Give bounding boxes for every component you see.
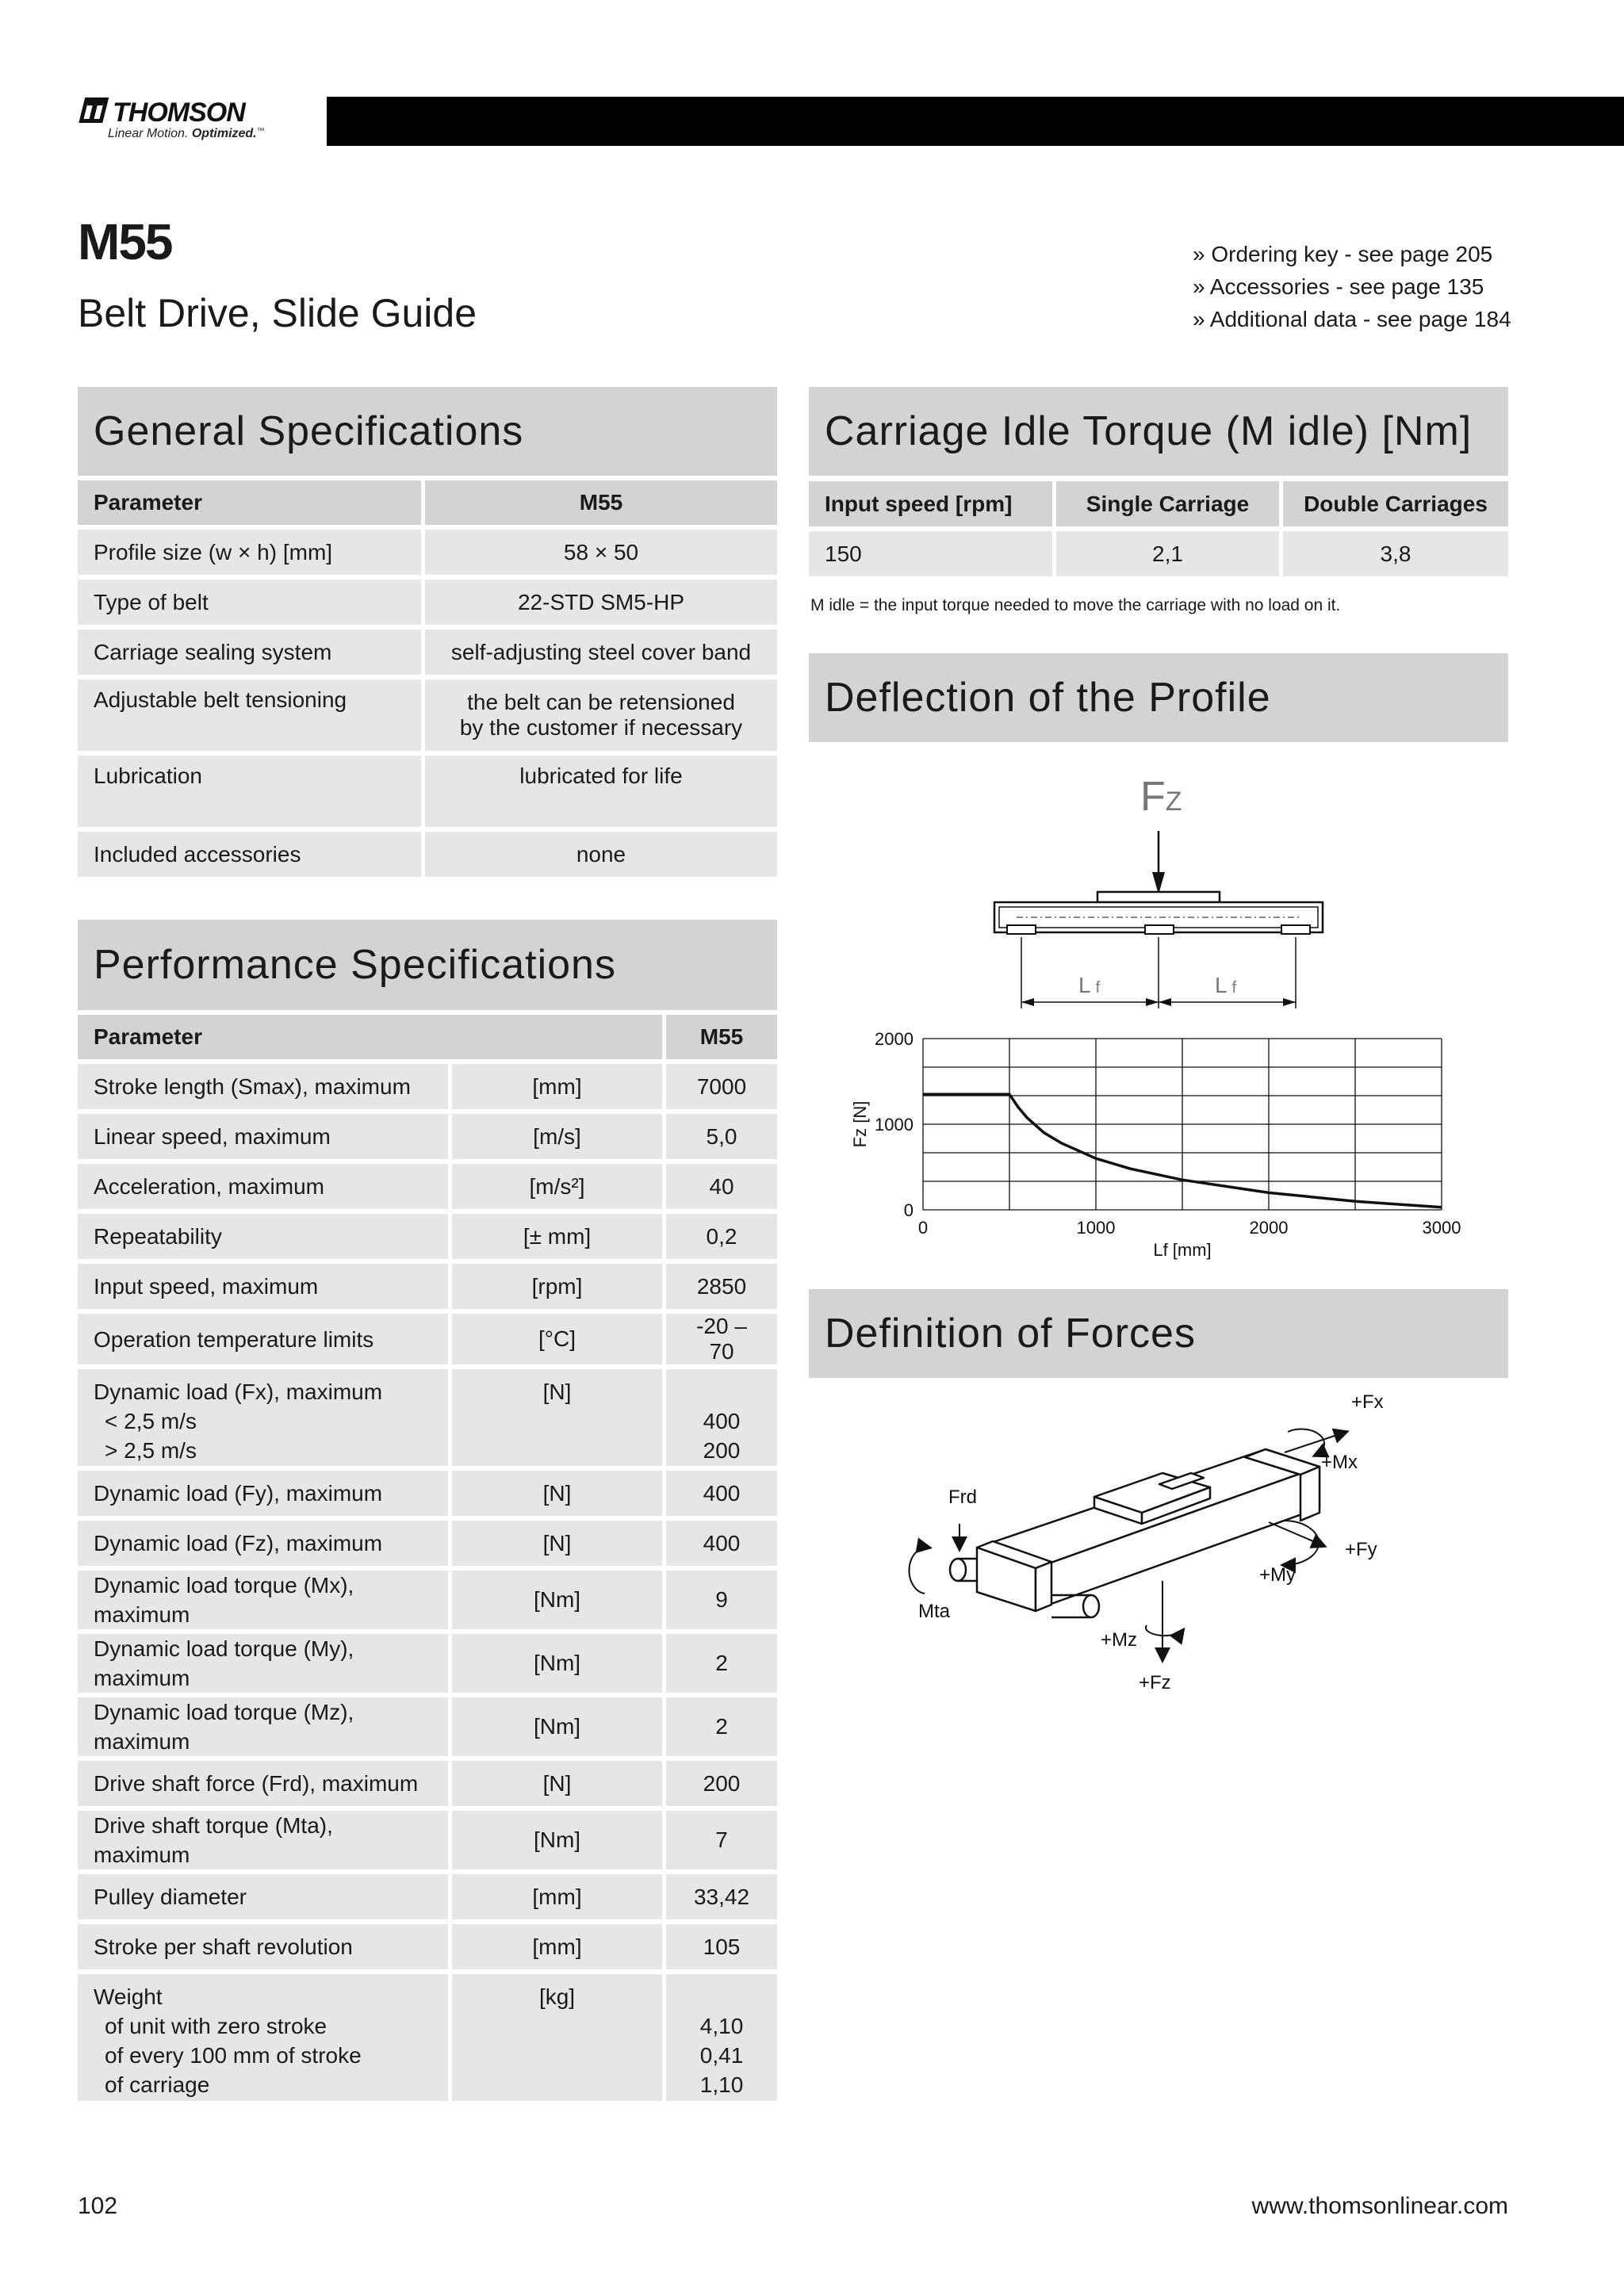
param-unit: [Nm] — [452, 1634, 666, 1693]
x-tick-label: 3000 — [1422, 1218, 1461, 1238]
forces-diagram — [872, 1380, 1443, 1712]
param-name: Dynamic load (Fx), maximum — [94, 1380, 383, 1404]
y-axis-label: Fz [N] — [850, 1100, 870, 1148]
deflection-header — [809, 653, 1508, 742]
mx-label: +Mx — [1321, 1452, 1358, 1473]
table-header-row — [809, 481, 1508, 526]
param-subitem: of unit with zero stroke — [105, 2014, 327, 2038]
param-value — [666, 1471, 777, 1516]
param-subitem: < 2,5 m/s — [105, 1409, 197, 1433]
value-line: 4,10 — [699, 2014, 744, 2038]
param-unit: [Nm] — [452, 1571, 666, 1629]
param-value — [666, 1974, 777, 2101]
value-line: 9 — [715, 1587, 728, 1612]
param-name: Weight — [94, 1984, 163, 2009]
value-line: 5,0 — [706, 1123, 737, 1149]
param-unit: [mm] — [452, 1874, 666, 1919]
param-label — [78, 1164, 452, 1209]
table-header-row — [78, 480, 777, 525]
param-label — [78, 1264, 452, 1309]
fx-label: +Fx — [1351, 1391, 1384, 1413]
param-value: none — [425, 832, 777, 877]
my-label: +My — [1259, 1564, 1297, 1586]
x-tick-label: 2000 — [1249, 1218, 1289, 1238]
page-number: 102 — [78, 2193, 118, 2219]
param-unit: [N] — [452, 1521, 666, 1566]
param-label — [78, 1064, 452, 1109]
param-value: lubricated for life — [425, 756, 777, 827]
table-row — [78, 1521, 777, 1566]
param-label: Carriage sealing system — [78, 629, 425, 675]
param-label — [78, 1521, 452, 1566]
product-name: Belt Drive, Slide Guide — [78, 291, 477, 335]
table-row — [78, 1697, 777, 1756]
table-row — [78, 629, 777, 675]
idle-torque-title: Carriage Idle Torque (M idle) [Nm] — [825, 408, 1473, 454]
param-unit: [m/s²] — [452, 1164, 666, 1209]
thomson-logo — [78, 95, 278, 127]
param-value — [666, 1924, 777, 1969]
profile-diagram — [994, 774, 1323, 1008]
linear-unit — [950, 1449, 1320, 1617]
table-row — [78, 1874, 777, 1919]
param-name: Pulley diameter — [94, 1885, 247, 1909]
value-spacer — [682, 1377, 761, 1406]
mz-arrow — [1146, 1625, 1183, 1636]
param-name: Dynamic load torque (Mz), maximum — [94, 1700, 354, 1754]
brand-name: THOMSON — [113, 98, 245, 127]
idle-torque-table — [809, 476, 1508, 581]
value-line: 1,10 — [699, 2072, 744, 2097]
table-row — [78, 832, 777, 877]
single-carriage-value: 2,1 — [1056, 531, 1283, 576]
param-label — [78, 1114, 452, 1159]
param-name: Input speed, maximum — [94, 1274, 319, 1299]
param-name: Operation temperature limits — [94, 1326, 374, 1352]
table-row — [78, 1634, 777, 1693]
frd-label: Frd — [948, 1487, 977, 1508]
value-line: 200 — [703, 1438, 741, 1463]
value-line: -20 – 70 — [696, 1314, 747, 1364]
end-cap-side — [1036, 1562, 1051, 1611]
header-single-carriage: Single Carriage — [1056, 481, 1283, 526]
mta-label: Mta — [918, 1601, 951, 1622]
table-row — [78, 1164, 777, 1209]
performance-specs-table — [78, 1010, 777, 2106]
param-label: Lubrication — [78, 756, 425, 827]
header-m55: M55 — [666, 1015, 777, 1059]
param-label — [78, 1369, 452, 1466]
table-row — [78, 580, 777, 625]
param-name: Linear speed, maximum — [94, 1124, 331, 1149]
carriage — [1097, 892, 1220, 902]
table-row — [78, 1314, 777, 1364]
my-arrow — [1283, 1521, 1319, 1565]
table-row — [78, 1811, 777, 1869]
param-value: 22-STD SM5-HP — [425, 580, 777, 625]
table-row — [78, 1064, 777, 1109]
table-row — [78, 756, 777, 827]
value-line: 7 — [715, 1827, 728, 1852]
general-specs-title: General Specifications — [94, 408, 524, 454]
param-label — [78, 1974, 452, 2101]
page-references — [1193, 238, 1511, 335]
value-line: 200 — [703, 1770, 741, 1796]
deflection-chart — [809, 761, 1508, 1276]
header-m55: M55 — [425, 480, 777, 525]
value-line: the belt can be retensioned — [467, 690, 735, 714]
double-carriages-value: 3,8 — [1283, 531, 1508, 576]
param-label — [78, 1571, 452, 1629]
reference-additional-data[interactable]: » Additional data - see page 184 — [1193, 307, 1511, 331]
param-label: Included accessories — [78, 832, 425, 877]
param-label: Adjustable belt tensioning — [78, 679, 425, 751]
param-unit: [N] — [452, 1761, 666, 1806]
table-row — [78, 1761, 777, 1806]
website-link[interactable]: www.thomsonlinear.com — [1251, 2193, 1508, 2219]
header-input-speed: Input speed [rpm] — [809, 481, 1056, 526]
value-line: 400 — [703, 1530, 741, 1556]
param-value — [666, 1264, 777, 1309]
param-value — [425, 679, 777, 751]
param-name: Acceleration, maximum — [94, 1174, 324, 1199]
value-line: 0,41 — [699, 2043, 744, 2068]
param-subitem: of every 100 mm of stroke — [105, 2043, 362, 2068]
y-tick-label: 1000 — [875, 1115, 914, 1135]
value-line: 400 — [703, 1409, 741, 1433]
param-unit: [mm] — [452, 1064, 666, 1109]
x-axis-label: Lf [mm] — [1153, 1240, 1212, 1260]
table-row — [78, 1571, 777, 1629]
end-cap-far-side — [1300, 1467, 1320, 1521]
param-label — [78, 1697, 452, 1756]
header-bar — [327, 97, 1624, 146]
param-name: Repeatability — [94, 1224, 222, 1249]
idle-torque-note: M idle = the input torque needed to move the carriage with no load on it. — [810, 596, 1341, 614]
param-name: Dynamic load (Fz), maximum — [94, 1531, 383, 1556]
performance-specs-title: Performance Specifications — [94, 942, 616, 988]
table-row — [809, 531, 1508, 576]
table-row — [78, 1264, 777, 1309]
table-row — [78, 1369, 777, 1466]
param-value — [666, 1214, 777, 1259]
mz-label: +Mz — [1101, 1629, 1138, 1651]
table-row — [78, 1924, 777, 1969]
param-unit: [rpm] — [452, 1264, 666, 1309]
value-line: 2850 — [696, 1273, 747, 1299]
param-label — [78, 1634, 452, 1693]
table-row — [78, 1974, 777, 2101]
input-speed-value: 150 — [809, 531, 1056, 576]
param-value — [666, 1697, 777, 1756]
header-double-carriages: Double Carriages — [1283, 481, 1508, 526]
param-value — [666, 1521, 777, 1566]
param-value — [666, 1761, 777, 1806]
param-name: Dynamic load torque (My), maximum — [94, 1636, 354, 1690]
value-line: 40 — [709, 1173, 734, 1199]
value-line: 7000 — [696, 1073, 747, 1099]
drive-shaft-front — [950, 1559, 966, 1581]
param-name: Stroke per shaft revolution — [94, 1934, 353, 1959]
param-label — [78, 1874, 452, 1919]
support-left — [1007, 925, 1036, 934]
table-row — [78, 530, 777, 575]
support-middle — [1145, 925, 1174, 934]
value-spacer — [682, 1982, 761, 2011]
y-tick-label: 2000 — [875, 1029, 914, 1049]
param-label — [78, 1924, 452, 1969]
param-name: Dynamic load (Fy), maximum — [94, 1481, 383, 1506]
header-parameter: Parameter — [78, 480, 425, 525]
mx-arrow — [1288, 1429, 1324, 1456]
idle-torque-header — [809, 387, 1508, 476]
general-specs-table — [78, 476, 777, 882]
param-value — [666, 1874, 777, 1919]
chart-plot-area — [850, 1029, 1461, 1260]
param-name: Drive shaft force (Frd), maximum — [94, 1771, 419, 1796]
fy-label: +Fy — [1345, 1539, 1377, 1560]
param-value — [666, 1571, 777, 1629]
deflection-title: Deflection of the Profile — [825, 675, 1271, 721]
value-line: by the customer if necessary — [459, 715, 743, 740]
x-tick-label: 0 — [917, 1218, 929, 1238]
param-value — [666, 1634, 777, 1693]
param-subitem: of carriage — [105, 2072, 210, 2097]
fz-label: +Fz — [1139, 1672, 1171, 1693]
fx-arrow — [1285, 1432, 1346, 1452]
param-name: Dynamic load torque (Mx), maximum — [94, 1573, 354, 1627]
value-line: 0,2 — [706, 1223, 737, 1249]
reference-ordering-key[interactable]: » Ordering key - see page 205 — [1193, 242, 1493, 266]
value-line: 2 — [715, 1651, 728, 1675]
param-label — [78, 1314, 452, 1364]
y-tick-label: 0 — [903, 1200, 914, 1220]
param-value — [666, 1114, 777, 1159]
header-parameter: Parameter — [78, 1015, 666, 1059]
param-label: Type of belt — [78, 580, 425, 625]
param-unit: [m/s] — [452, 1114, 666, 1159]
span-label-right: L f — [1215, 973, 1237, 997]
param-value: self-adjusting steel cover band — [425, 629, 777, 675]
table-row — [78, 1471, 777, 1516]
table-row — [78, 1214, 777, 1259]
param-value — [666, 1064, 777, 1109]
product-code: M55 — [78, 213, 172, 270]
param-label: Profile size (w × h) [mm] — [78, 530, 425, 575]
param-unit: [Nm] — [452, 1811, 666, 1869]
param-label — [78, 1811, 452, 1869]
param-label — [78, 1214, 452, 1259]
value-line: 2 — [715, 1714, 728, 1739]
param-unit: [± mm] — [452, 1214, 666, 1259]
forces-header — [809, 1289, 1508, 1378]
param-name: Stroke length (Smax), maximum — [94, 1074, 411, 1099]
param-value — [666, 1164, 777, 1209]
value-line: 33,42 — [693, 1884, 750, 1909]
param-unit: [kg] — [452, 1974, 666, 2101]
drive-shaft-back — [1083, 1595, 1099, 1617]
param-value: 58 × 50 — [425, 530, 777, 575]
param-subitem: > 2,5 m/s — [105, 1438, 197, 1463]
param-label — [78, 1761, 452, 1806]
param-label — [78, 1471, 452, 1516]
param-name: Drive shaft torque (Mta), maximum — [94, 1813, 333, 1867]
param-unit: [N] — [452, 1471, 666, 1516]
table-row — [78, 1114, 777, 1159]
param-unit: [mm] — [452, 1924, 666, 1969]
mta-arrow — [909, 1548, 929, 1594]
performance-specs-header — [78, 920, 777, 1010]
table-row — [78, 679, 777, 751]
param-value — [666, 1811, 777, 1869]
param-unit: [Nm] — [452, 1697, 666, 1756]
general-specs-header — [78, 387, 777, 476]
param-value — [666, 1369, 777, 1466]
x-tick-label: 1000 — [1076, 1218, 1116, 1238]
param-value — [666, 1314, 777, 1364]
forces-title: Definition of Forces — [825, 1311, 1196, 1357]
table-header-row — [78, 1015, 777, 1059]
param-unit: [°C] — [452, 1314, 666, 1364]
value-line: 105 — [703, 1934, 741, 1959]
reference-accessories[interactable]: » Accessories - see page 135 — [1193, 274, 1484, 299]
force-label: FZ — [1140, 774, 1182, 820]
param-unit: [N] — [452, 1369, 666, 1466]
value-line: 400 — [703, 1480, 741, 1506]
support-right — [1281, 925, 1310, 934]
brand-tagline: Linear Motion. Optimized.™ — [108, 127, 265, 140]
span-label-left: L f — [1078, 973, 1101, 997]
